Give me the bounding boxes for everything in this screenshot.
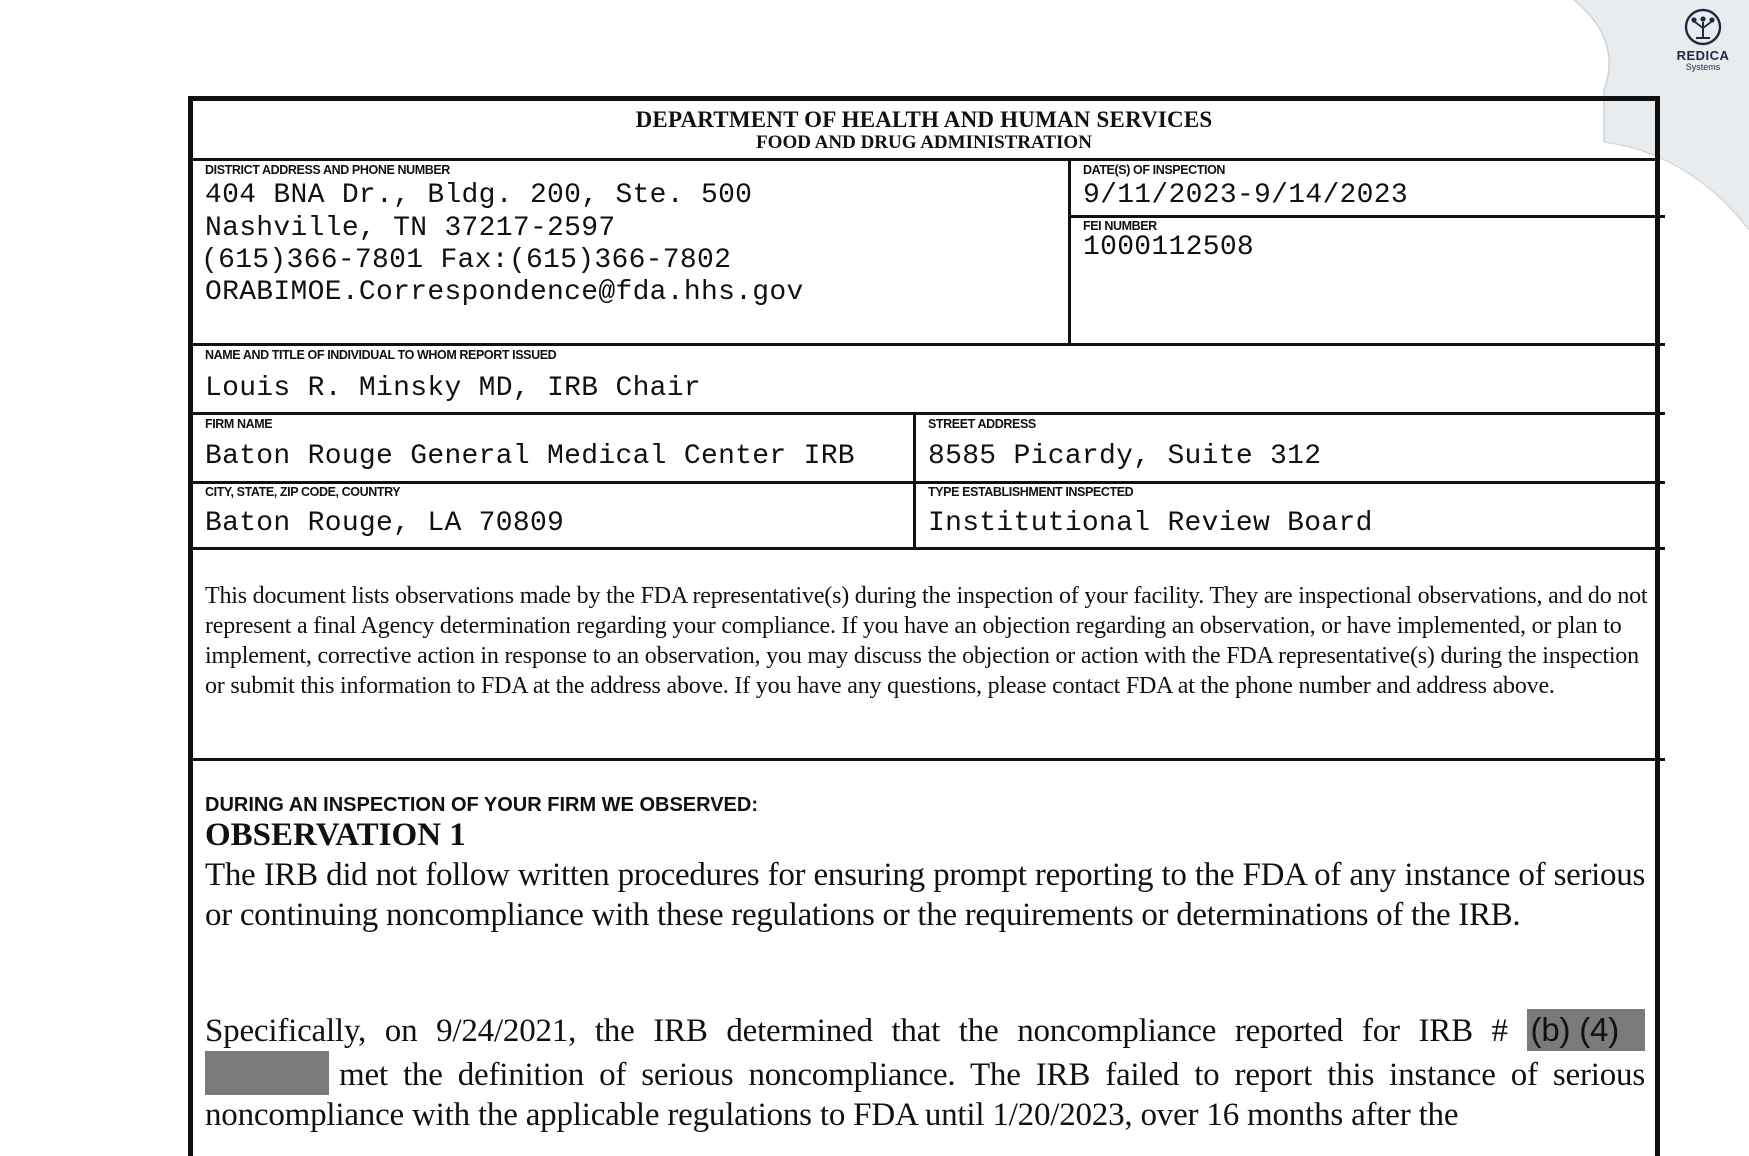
observation-text: The IRB did not follow written procedures for ensuring prompt reporting to the FDA of any instance of serious or continuing noncompliance with these regulations or the requirements or determinations of the IRB. xyxy=(205,857,1645,933)
form-header xyxy=(193,101,1655,161)
city-state-zip: Baton Rouge, LA 70809 xyxy=(205,508,565,539)
department-title: DEPARTMENT OF HEALTH AND HUMAN SERVICES xyxy=(635,107,1213,132)
specifics-part-1: Specifically, on 9/24/2021, the IRB determined that the noncompliance reported for IRB # xyxy=(205,1013,1508,1049)
observation-title: OBSERVATION 1 xyxy=(205,817,466,853)
street-address: 8585 Picardy, Suite 312 xyxy=(928,441,1322,472)
specifics-part-2: met the definition of serious noncompliance. The IRB failed to report this instance of serious noncompliance with the applicable regulations to FDA until 1/20/2023, over 16 months after the xyxy=(205,1057,1645,1133)
notice-paragraph: This document lists observations made by the FDA representative(s) during the inspection of your facility. They are inspectional observations, and do not represent a final Agency determination regarding your compliance. If you have an objection regarding an observation, or have implemented, or plan to implement, corrective action in response to an observation, you may discuss the objection or action with the FDA representative(s) during the inspection or submit this information to FDA at the address above. If you have any questions, please contact FDA at the phone number and address above. xyxy=(205,583,1648,699)
brand-logo xyxy=(1657,8,1749,72)
divider-row-2 xyxy=(193,412,1665,415)
establishment-type: Institutional Review Board xyxy=(928,508,1373,539)
firm-name: Baton Rouge General Medical Center IRB xyxy=(205,441,855,472)
city-label: CITY, STATE, ZIP CODE, COUNTRY xyxy=(205,485,401,499)
redaction-b4: (b) (4) xyxy=(1527,1009,1645,1051)
dates-label: DATE(S) OF INSPECTION xyxy=(1083,163,1226,177)
observed-heading: DURING AN INSPECTION OF YOUR FIRM WE OBSERVED: xyxy=(205,794,758,816)
divider-row-3 xyxy=(193,481,1665,484)
type-label: TYPE ESTABLISHMENT INSPECTED xyxy=(928,485,1134,499)
redaction-block xyxy=(205,1051,329,1095)
fei-number: 1000112508 xyxy=(1083,232,1255,263)
inspection-dates: 9/11/2023-9/14/2023 xyxy=(1083,180,1408,211)
district-line-3: (615)366-7801 Fax:(615)366-7802 xyxy=(201,245,732,276)
divider-vertical-2 xyxy=(913,412,916,547)
fei-label: FEI NUMBER xyxy=(1083,219,1157,233)
district-label: DISTRICT ADDRESS AND PHONE NUMBER xyxy=(205,163,450,177)
brand-subtitle: Systems xyxy=(1685,62,1721,72)
observation-specifics xyxy=(205,1009,1645,1135)
agency-title: FOOD AND DRUG ADMINISTRATION xyxy=(756,132,1092,153)
divider-row-4 xyxy=(193,547,1665,550)
district-line-4: ORABIMOE.Correspondence@fda.hhs.gov xyxy=(205,277,804,308)
divider-vertical-1 xyxy=(1068,158,1071,343)
tree-network-icon xyxy=(1684,8,1722,46)
divider-dates-fei xyxy=(1068,215,1665,218)
name-label: NAME AND TITLE OF INDIVIDUAL TO WHOM REPORT ISSUED xyxy=(205,348,557,362)
street-label: STREET ADDRESS xyxy=(928,417,1036,431)
firm-label: FIRM NAME xyxy=(205,417,273,431)
brand-name: REDICA xyxy=(1676,48,1730,63)
district-line-1: 404 BNA Dr., Bldg. 200, Ste. 500 xyxy=(205,180,753,211)
recipient-name: Louis R. Minsky MD, IRB Chair xyxy=(205,373,701,404)
district-line-2: Nashville, TN 37217-2597 xyxy=(205,213,616,244)
divider-row-5 xyxy=(193,758,1665,761)
divider-row-1 xyxy=(193,343,1665,346)
fda-form-483 xyxy=(188,96,1660,1156)
